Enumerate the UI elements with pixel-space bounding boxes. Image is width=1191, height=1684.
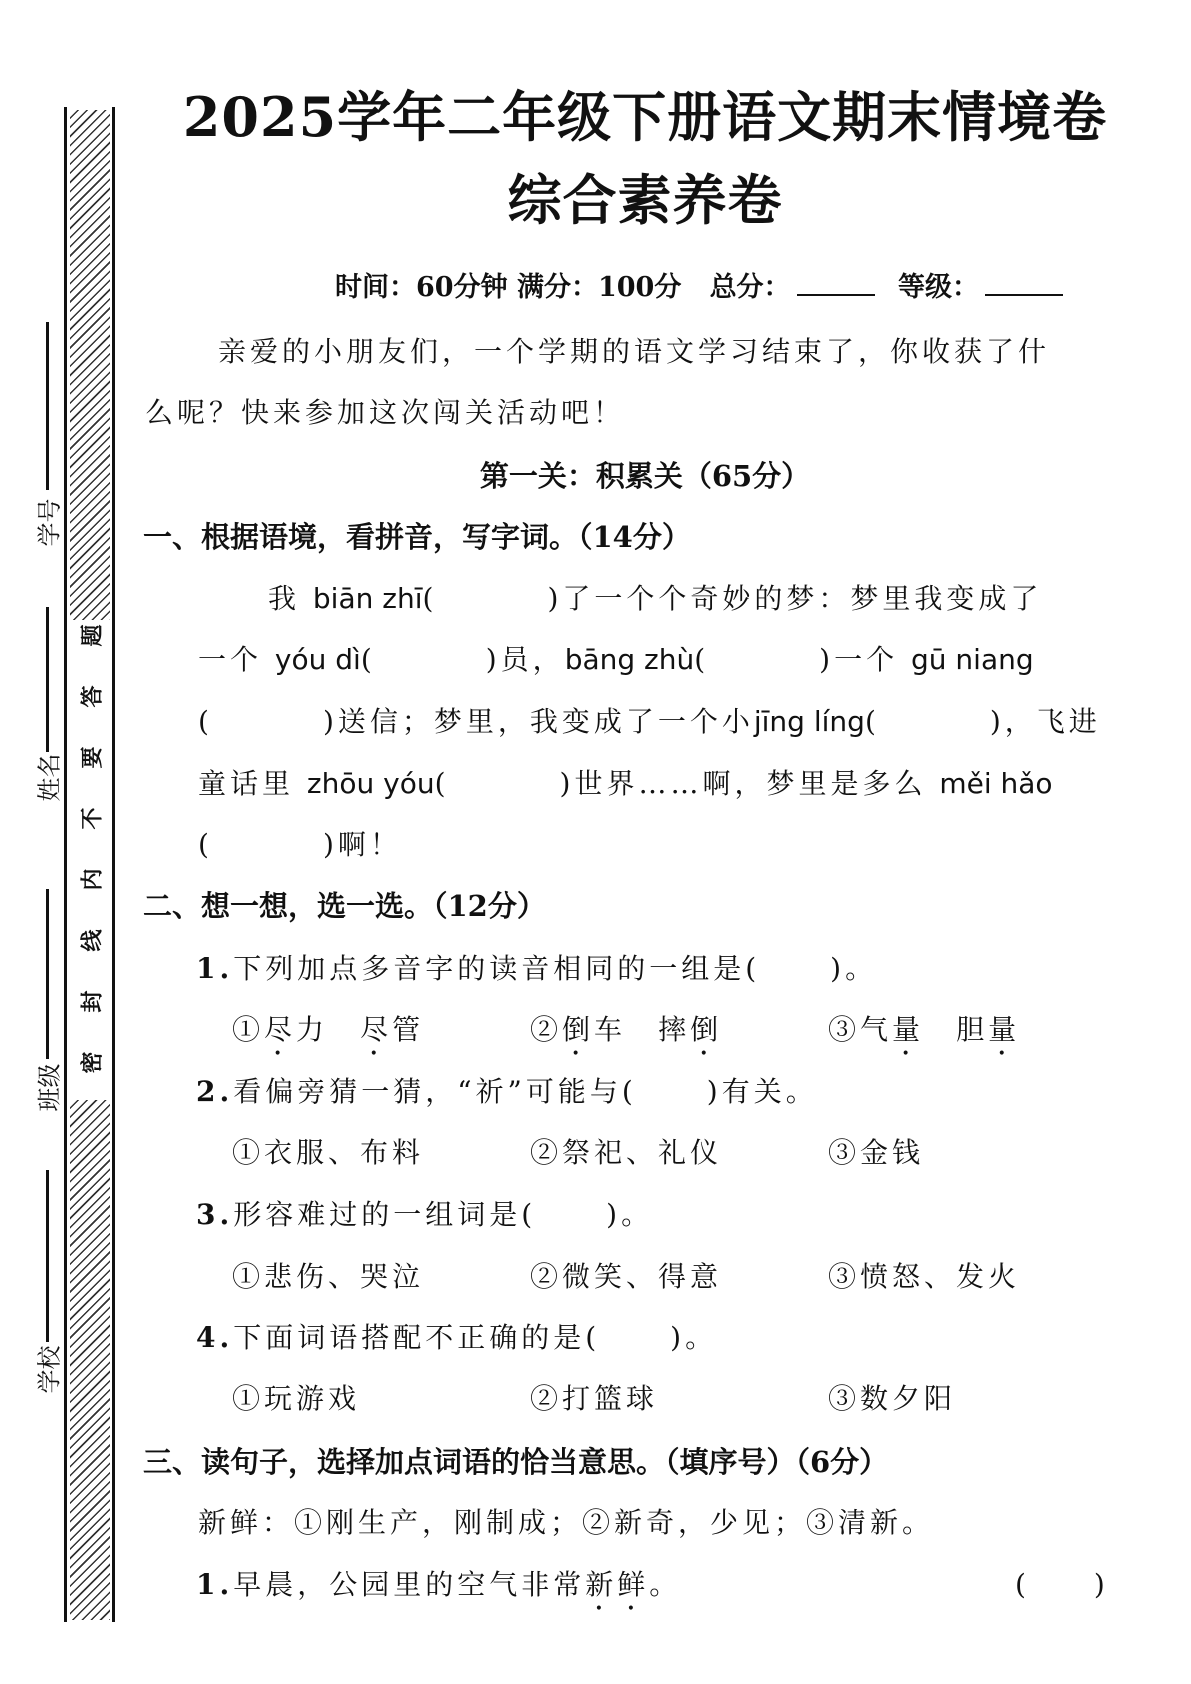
question-text: 量 [988, 1013, 1021, 1046]
q2-item-4 [196, 1316, 717, 1356]
question-text: ① [232, 1013, 265, 1046]
question-text: ( [434, 767, 450, 800]
q1-line-1 [268, 577, 1042, 617]
question-text: 量 [892, 1013, 925, 1046]
page-title: 2025学年二年级下册语文期末情境卷 [182, 85, 1108, 149]
q1-heading: 一、根据语境，看拼音，写字词。（14分） [143, 520, 691, 554]
class-label: 班级 [35, 1063, 64, 1112]
question-text: 。 [649, 1568, 682, 1601]
question-text: ( [360, 643, 376, 676]
question-text: 倒 [690, 1013, 723, 1046]
question-text: )。 [606, 1198, 654, 1231]
level-heading: 第一关：积累关（65分） [479, 459, 811, 493]
question-text: ( [694, 643, 710, 676]
q1-line-4 [198, 762, 1053, 802]
student-no-label: 学号 [35, 498, 64, 547]
margin-border-left [64, 107, 67, 1622]
question-text: )员， [485, 643, 565, 676]
question-text: )世界……啊，梦里是多么 [559, 767, 940, 800]
seal-char: 答 [79, 685, 106, 708]
question-text: )。 [670, 1321, 718, 1354]
time-label: 时间：60分钟 [335, 272, 508, 303]
question-text: 1. [196, 952, 234, 985]
q2-heading: 二、想一想，选一选。（12分） [143, 889, 546, 923]
q3-heading: 三、读句子，选择加点词语的恰当意思。（填序号）（6分） [143, 1445, 889, 1479]
question-text: ①悲伤、哭泣 [232, 1260, 425, 1293]
question-text: 力 [296, 1013, 329, 1046]
intro-line: 么呢？快来参加这次闯关活动吧！ [145, 396, 626, 429]
question-text: 4. [196, 1321, 234, 1354]
question-text: 胆 [956, 1013, 989, 1046]
total-score-field[interactable] [797, 272, 875, 296]
option-2 [530, 1008, 828, 1062]
question-text: 形容难过的一组词是( [233, 1198, 537, 1231]
pinyin-text: zhōu yóu [306, 767, 435, 800]
q2-item-1 [196, 947, 877, 987]
question-text: ②打篮球 [530, 1382, 659, 1415]
class-line[interactable] [46, 889, 49, 1059]
q2-item-2 [196, 1070, 818, 1110]
question-text: 车 [594, 1013, 627, 1046]
question-text: ②微笑、得意 [530, 1260, 723, 1293]
question-text: ③ [828, 1013, 861, 1046]
question-text: ( [198, 828, 213, 861]
intro-line: 亲爱的小朋友们，一个学期的语文学习结束了，你收获了什 [218, 335, 1051, 368]
question-text: )有关。 [706, 1075, 818, 1108]
question-text: 1. [196, 1568, 234, 1601]
full-score-label: 满分：100分 [516, 272, 682, 303]
option-1 [232, 1008, 530, 1062]
question-text: 尽 [360, 1013, 393, 1046]
pinyin-text: biān zhī [312, 582, 423, 615]
question-text: 气 [860, 1013, 893, 1046]
question-text: ①衣服、布料 [232, 1136, 425, 1169]
q1-line-5 [198, 823, 402, 863]
school-label: 学校 [35, 1345, 64, 1394]
seal-char: 要 [79, 746, 106, 769]
question-text: 看偏旁猜一猜，“祈”可能与( [233, 1075, 637, 1108]
question-text: )，飞进 [989, 705, 1101, 738]
question-text: 早晨，公园里的空气非常 [233, 1568, 586, 1601]
question-text: 一个 [198, 643, 275, 676]
q2-item-3 [196, 1193, 653, 1233]
question-text: )。 [830, 952, 878, 985]
q2-item-1-options [232, 1008, 1126, 1062]
question-text: 3. [196, 1198, 234, 1231]
total-score-label: 总分： [709, 272, 791, 303]
question-text: 尽 [264, 1013, 297, 1046]
question-text: ② [530, 1013, 563, 1046]
pinyin-text: jīng líng [753, 705, 865, 738]
question-text: ③数夕阳 [828, 1382, 957, 1415]
name-line[interactable] [46, 607, 49, 752]
question-text: )一个 [819, 643, 911, 676]
question-text: )了一个个奇妙的梦：梦里我变成了 [547, 582, 1043, 615]
seal-char: 内 [79, 868, 106, 891]
q1-line-2 [198, 638, 1034, 678]
hatch-bottom [70, 1100, 110, 1620]
question-text: 我 [268, 582, 313, 615]
question-text: 新鲜 [585, 1568, 650, 1601]
question-text: 童话里 [198, 767, 307, 800]
q2-item-3-options [232, 1255, 1126, 1295]
option-3 [828, 1008, 1126, 1062]
question-text: )送信；梦里，我变成了一个小 [322, 705, 754, 738]
seal-char: 不 [79, 807, 106, 830]
question-text: ②祭祀、礼仪 [530, 1136, 723, 1169]
seal-char: 线 [79, 929, 106, 952]
answer-blank[interactable]: ( ) [1015, 1568, 1109, 1601]
q2-item-4-options [232, 1377, 1126, 1417]
q2-item-2-options [232, 1131, 1126, 1171]
question-text: 摔 [658, 1013, 691, 1046]
margin-border-right [112, 107, 115, 1622]
grade-label: 等级： [897, 272, 979, 303]
question-text: ③愤怒、发火 [828, 1260, 1021, 1293]
question-text: ①玩游戏 [232, 1382, 361, 1415]
pinyin-text: yóu dì [274, 643, 361, 676]
seal-char: 密 [79, 1051, 106, 1074]
question-text: ( [198, 705, 213, 738]
question-text: 下面词语搭配不正确的是( [233, 1321, 601, 1354]
seal-char: 封 [79, 990, 106, 1013]
school-line[interactable] [46, 1170, 49, 1342]
name-label: 姓名 [35, 753, 64, 802]
pinyin-text: bāng zhù [564, 643, 695, 676]
exam-info [335, 265, 1077, 304]
question-text: 倒 [562, 1013, 595, 1046]
question-text: 下列加点多音字的读音相同的一组是( [233, 952, 761, 985]
grade-field[interactable] [985, 272, 1063, 296]
question-text: ( [864, 705, 880, 738]
pinyin-text: měi hǎo [939, 767, 1053, 800]
question-text: 2. [196, 1075, 234, 1108]
q1-line-3 [198, 700, 1101, 740]
question-text: 管 [392, 1013, 425, 1046]
pinyin-text: gū niang [911, 643, 1034, 676]
page-subtitle: 综合素养卷 [507, 168, 783, 232]
question-text: ( [422, 582, 438, 615]
seal-char: 题 [79, 624, 106, 647]
question-text: ③金钱 [828, 1136, 925, 1169]
q3-item-1 [196, 1563, 681, 1617]
question-text: )啊！ [322, 828, 402, 861]
q3-definition: 新鲜：①刚生产，刚制成；②新奇，少见；③清新。 [198, 1506, 935, 1539]
